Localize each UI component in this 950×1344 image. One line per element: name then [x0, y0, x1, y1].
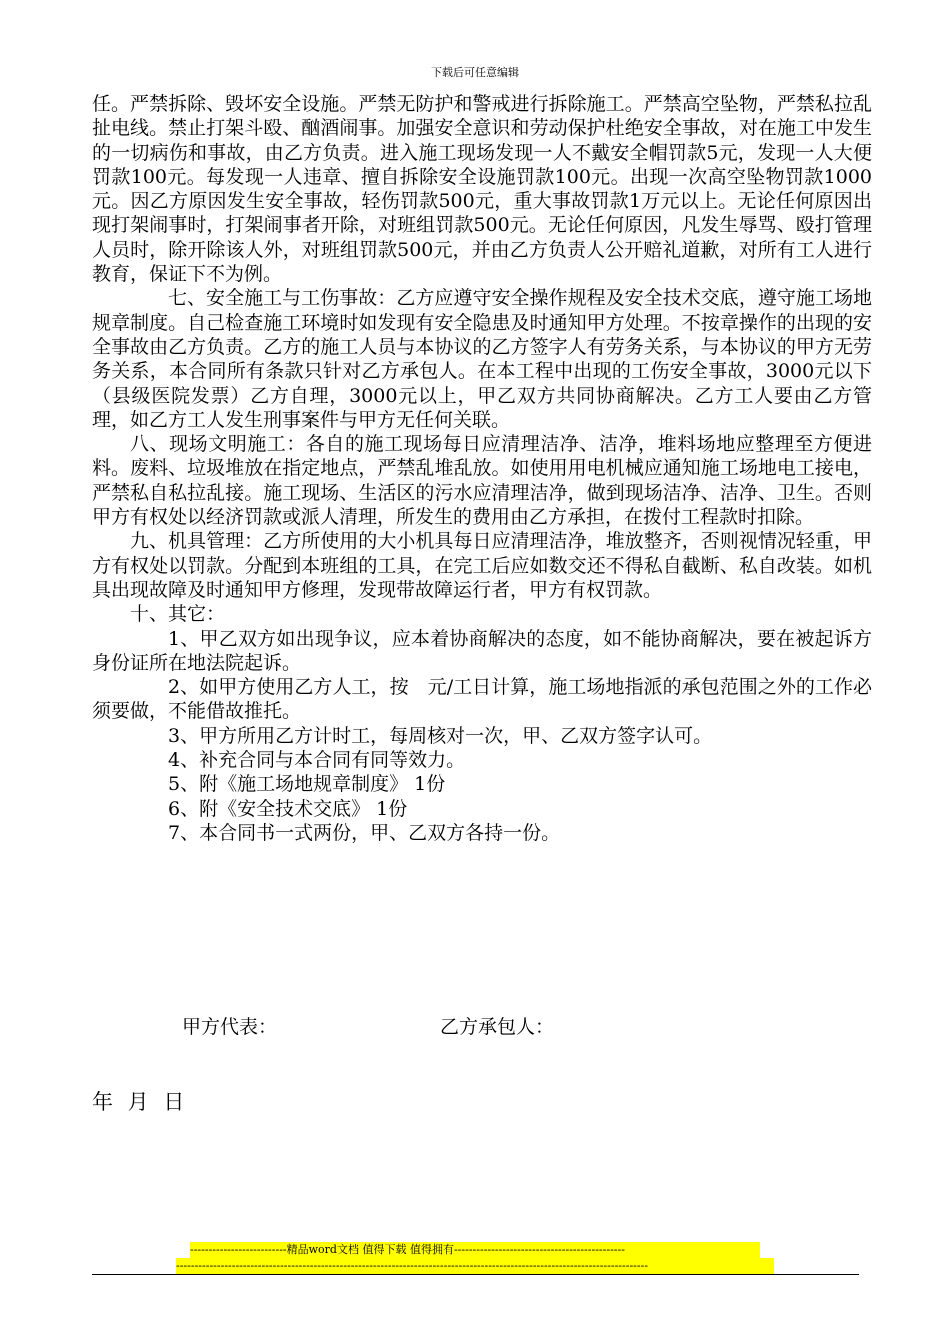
footer-divider [92, 1274, 859, 1275]
date-line: 年 月 日 [92, 1090, 189, 1114]
paragraph-clause-10-item-6: 6、附《安全技术交底》 1份 [168, 797, 408, 820]
footer-banner-line-2: ------------------------------------------------------------------------------------------------------------------------------- [176, 1258, 774, 1274]
paragraph-clause-10-heading: 十、其它： [130, 603, 226, 626]
paragraph-clause-10-item-3: 3、甲方所用乙方计时工，每周核对一次，甲、乙双方签字认可。 [168, 724, 713, 747]
party-b-signature-label: 乙方承包人： [440, 1016, 555, 1038]
paragraph-clause-10-item-5: 5、附《施工场地规章制度》 1份 [168, 773, 446, 796]
signature-line [92, 1014, 872, 1040]
party-a-signature-label: 甲方代表： [182, 1016, 278, 1038]
paragraph-clause-10-item-4: 4、补充合同与本合同有同等效力。 [168, 749, 466, 772]
footer-banner-line-1: --------------------------精品word文档 值得下载 值得拥有---------------------------------------------- [190, 1242, 760, 1258]
header-note: 下载后可任意编辑 [431, 66, 519, 79]
paragraph-safety-penalties: 任。严禁拆除、毁坏安全设施。严禁无防护和警戒进行拆除施工。严禁高空坠物，严禁私拉乱扯电线。禁止打架斗殴、酗酒闹事。加强安全意识和劳动保护杜绝安全事故，对在施工中发生的一切病伤和事故，由乙方负责。进入施工现场发现一人不戴安全帽罚款5元，发现一人大便罚款100元。每发现一人违章、擅自拆除安全设施罚款100元。出现一次高空坠物罚款1000元。因乙方原因发生安全事故，轻伤罚款500元，重大事故罚款1万元以上。无论任何原因出现打架闹事时，打架闹事者开除，对班组罚款500元。无论任何原因，凡发生辱骂、殴打管理人员时，除开除该人外，对班组罚款500元，并由乙方负责人公开赔礼道歉，对所有工人进行教育，保证下不为例。 [92, 93, 872, 286]
paragraph-clause-8: 八、现场文明施工：各自的施工现场每日应清理洁净、洁净，堆料场地应整理至方便进料。废料、垃圾堆放在指定地点，严禁乱堆乱放。如使用用电机械应通知施工场地电工接电，严禁私自私拉乱接。施工现场、生活区的污水应清理洁净，做到现场洁净、洁净、卫生。否则甲方有权处以经济罚款或派人清理，所发生的费用由乙方承担，在拨付工程款时扣除。 [92, 433, 872, 529]
paragraph-clause-7: 七、安全施工与工伤事故：乙方应遵守安全操作规程及安全技术交底，遵守施工场地规章制度。自己检查施工环境时如发现有安全隐患及时通知甲方处理。不按章操作的出现的安全事故由乙方负责。乙方的施工人员与本协议的乙方签字人有劳务关系，与本协议的甲方无劳务关系，本合同所有条款只针对乙方承包人。在本工程中出现的工伤安全事故，3000元以下（县级医院发票）乙方自理，3000元以上，甲乙双方共同协商解决。乙方工人要由乙方管理，如乙方工人发生刑事案件与甲方无任何关联。 [92, 287, 872, 431]
paragraph-clause-10-item-1: 1、甲乙双方如出现争议，应本着协商解决的态度，如不能协商解决，要在被起诉方身份证所在地法院起诉。 [92, 627, 872, 674]
paragraph-clause-10-item-2: 2、如甲方使用乙方人工，按 元/工日计算，施工场地指派的承包范围之外的工作必须要做，不能借故推托。 [92, 676, 872, 723]
paragraph-clause-10-item-7: 7、本合同书一式两份，甲、乙双方各持一份。 [168, 821, 561, 844]
contract-body [92, 92, 872, 845]
paragraph-clause-9: 九、机具管理：乙方所使用的大小机具每日应清理洁净，堆放整齐，否则视情况轻重，甲方有权处以罚款。分配到本班组的工具，在完工后应如数交还不得私自截断、私自改装。如机具出现故障及时通知甲方修理，发现带故障运行者，甲方有权罚款。 [92, 530, 872, 601]
